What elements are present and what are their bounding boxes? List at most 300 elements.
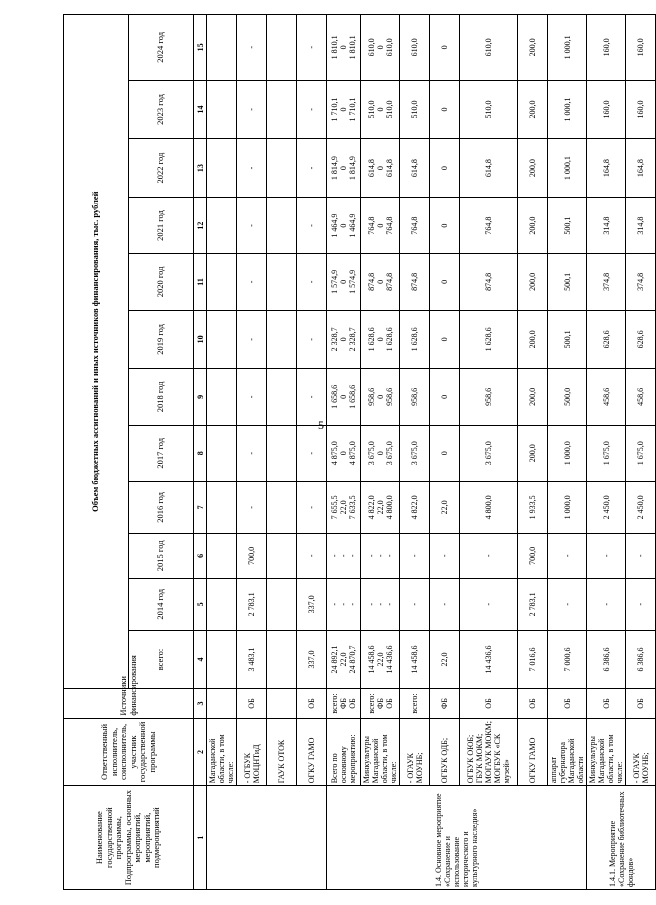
value-cell	[267, 630, 297, 689]
value-line: -	[366, 554, 376, 558]
value-line: 0	[339, 166, 348, 171]
value-cell: -	[237, 310, 267, 369]
value-cell: 500,1	[548, 197, 587, 253]
table-row	[361, 15, 400, 890]
value-line: 4 822,0	[366, 495, 376, 520]
value-cell	[361, 254, 400, 310]
source-cell: всего:	[400, 689, 430, 718]
value-cell: 1 000,1	[548, 80, 587, 139]
table-row	[518, 15, 548, 890]
responsible-cell: ОГБУК ОЮБ; ГБУК МОКМ; МОГАУК МОКМ; МОГБУК «СК музей»	[460, 718, 518, 786]
header-year: 2024 год	[129, 15, 194, 81]
value-line: 1 710,1	[330, 97, 339, 122]
column-number: 1	[194, 786, 207, 890]
value-cell: 874,8	[400, 254, 430, 310]
table-row	[207, 15, 237, 890]
value-cell: -	[297, 80, 327, 139]
column-number: 13	[194, 139, 207, 198]
table-row	[297, 15, 327, 890]
value-cell: 200,0	[518, 425, 548, 481]
responsible-cell: ГАУК ОТОК	[267, 718, 297, 786]
source-line: всего:	[330, 693, 339, 714]
column-number: 5	[194, 578, 207, 630]
responsible-cell: ОГБУК ОДБ;	[430, 718, 460, 786]
value-cell: 6 386,6	[626, 630, 656, 689]
value-cell: -	[587, 533, 626, 578]
value-cell	[361, 197, 400, 253]
value-cell	[327, 630, 361, 689]
value-cell: -	[400, 578, 430, 630]
value-line: 0	[339, 223, 348, 228]
value-line: 14 458,6	[366, 645, 376, 674]
source-cell: ОБ	[297, 689, 327, 718]
value-cell: 22,0	[430, 630, 460, 689]
value-cell: 0	[430, 425, 460, 481]
value-line: -	[366, 602, 376, 606]
value-line: 764,8	[384, 216, 394, 235]
value-cell	[361, 369, 400, 425]
value-cell: 160,0	[587, 15, 626, 81]
table-row	[548, 15, 587, 890]
value-cell: 1 628,6	[400, 310, 430, 369]
header-year: 2016 год	[129, 481, 194, 533]
value-cell	[327, 254, 361, 310]
value-cell	[327, 533, 361, 578]
value-cell: -	[297, 15, 327, 81]
value-cell: 7 000,6	[548, 630, 587, 689]
value-line: 610,0	[366, 38, 376, 57]
value-line: 3 675,0	[366, 441, 376, 466]
source-cell: ФБ	[430, 689, 460, 718]
value-cell: 764,8	[400, 197, 430, 253]
value-line: 0	[339, 337, 348, 342]
value-line: -	[348, 602, 357, 606]
responsible-cell: Минкультуры Магаданской области, в том числе:	[587, 718, 626, 786]
value-cell: 1 933,5	[518, 481, 548, 533]
value-cell	[327, 578, 361, 630]
value-cell: -	[297, 425, 327, 481]
value-cell	[207, 80, 237, 139]
value-line: 958,6	[384, 387, 394, 406]
value-line: 24 892,1	[330, 645, 339, 674]
header-name: Наименование государственной программы, Подпрограммы, основных мероприятий, мероприятий, подмероприятий	[64, 786, 194, 890]
value-cell	[267, 425, 297, 481]
name-cell-event: 1.4.1. Мероприятие «Сохранение библиотечных фондов»	[587, 786, 656, 890]
value-line: 0	[375, 279, 385, 284]
value-line: -	[348, 554, 357, 558]
value-cell: 314,8	[587, 197, 626, 253]
value-cell: -	[400, 533, 430, 578]
value-cell: 500,1	[548, 254, 587, 310]
responsible-cell: - ОГАУК МОУНБ;	[400, 718, 430, 786]
page-number: 5	[318, 418, 324, 432]
value-cell	[267, 369, 297, 425]
value-line: 1 814,9	[348, 156, 357, 181]
value-line: 1 814,9	[330, 156, 339, 181]
column-number: 9	[194, 369, 207, 425]
value-line: 874,8	[384, 272, 394, 291]
column-number: 12	[194, 197, 207, 253]
value-cell: 314,8	[626, 197, 656, 253]
value-cell: -	[430, 533, 460, 578]
value-cell: 1 675,0	[587, 425, 626, 481]
value-cell	[267, 533, 297, 578]
value-cell: 0	[430, 80, 460, 139]
header-year: 2021 год	[129, 197, 194, 253]
value-cell: 0	[430, 254, 460, 310]
value-cell: -	[297, 481, 327, 533]
header-year: 2019 год	[129, 310, 194, 369]
value-cell: 200,0	[518, 139, 548, 198]
value-cell	[267, 15, 297, 81]
value-cell: -	[237, 481, 267, 533]
value-cell: 458,6	[626, 369, 656, 425]
value-line: 0	[375, 166, 385, 171]
value-cell	[327, 139, 361, 198]
value-line: 0	[375, 107, 385, 112]
value-cell: 510,0	[400, 80, 430, 139]
responsible-cell: Минкультуры Магаданской области, в том числе:	[361, 718, 400, 786]
value-cell: 160,0	[587, 80, 626, 139]
value-cell: -	[237, 15, 267, 81]
value-cell: 958,6	[400, 369, 430, 425]
column-number: 8	[194, 425, 207, 481]
value-cell: 4 800,0	[460, 481, 518, 533]
value-cell: 2 783,1	[518, 578, 548, 630]
value-cell	[207, 310, 237, 369]
column-number: 6	[194, 533, 207, 578]
value-cell: -	[297, 139, 327, 198]
value-cell: 700,0	[518, 533, 548, 578]
value-cell	[207, 630, 237, 689]
value-cell	[361, 310, 400, 369]
value-line: 2 328,7	[348, 327, 357, 352]
value-cell	[267, 254, 297, 310]
header-total: всего:	[129, 630, 194, 689]
value-cell: 337,0	[297, 578, 327, 630]
value-cell: 2 783,1	[237, 578, 267, 630]
value-cell: 4 822,0	[400, 481, 430, 533]
value-cell: -	[626, 533, 656, 578]
table-row	[430, 15, 460, 890]
responsible-cell: Магаданской области, в том числе:	[207, 718, 237, 786]
source-cell: ОБ	[626, 689, 656, 718]
value-line: -	[375, 602, 385, 606]
value-cell: -	[237, 197, 267, 253]
value-cell: 3 675,0	[400, 425, 430, 481]
value-line: 614,8	[366, 159, 376, 178]
value-line: 0	[375, 223, 385, 228]
value-cell: 3 483,1	[237, 630, 267, 689]
value-cell	[361, 481, 400, 533]
table-row	[327, 15, 361, 890]
rotated-table-container	[63, 14, 650, 890]
responsible-cell: ОГКУ ГАМО	[518, 718, 548, 786]
responsible-cell: - ОГАУК МОУНБ;	[626, 718, 656, 786]
value-line: -	[330, 554, 339, 558]
column-number: 15	[194, 15, 207, 81]
value-cell	[207, 578, 237, 630]
value-cell	[267, 578, 297, 630]
header-year: 2018 год	[129, 369, 194, 425]
column-number: 7	[194, 481, 207, 533]
responsible-cell: Всего по основному мероприятию:	[327, 718, 361, 786]
value-cell: -	[237, 369, 267, 425]
source-cell: ОБ	[548, 689, 587, 718]
value-cell: 164,8	[587, 139, 626, 198]
responsible-cell: ОГКУ ГАМО	[297, 718, 327, 786]
value-cell: 1 628,6	[460, 310, 518, 369]
value-cell: 958,6	[460, 369, 518, 425]
responsible-cell: - ОГБУК МОЦНТиД	[237, 718, 267, 786]
value-cell: 0	[430, 369, 460, 425]
column-number: 3	[194, 689, 207, 718]
value-cell	[267, 80, 297, 139]
value-line: 764,8	[366, 216, 376, 235]
value-cell: 0	[430, 197, 460, 253]
value-line: 1 464,9	[330, 213, 339, 238]
value-cell	[207, 254, 237, 310]
responsible-cell: аппарат губернатора Магаданской области	[548, 718, 587, 786]
value-cell	[361, 139, 400, 198]
source-cell	[327, 689, 361, 718]
value-line: 614,8	[384, 159, 394, 178]
value-cell	[207, 369, 237, 425]
source-line: всего:	[366, 693, 376, 714]
value-cell: 0	[430, 310, 460, 369]
value-cell: 500,1	[548, 310, 587, 369]
value-cell: 1 675,0	[626, 425, 656, 481]
value-cell	[327, 197, 361, 253]
value-line: -	[330, 602, 339, 606]
value-line: 1 658,6	[330, 384, 339, 409]
value-cell: 160,0	[626, 15, 656, 81]
value-cell	[267, 197, 297, 253]
value-line: 22,0	[339, 652, 348, 667]
header-sources: Источники финансирования	[64, 689, 194, 718]
value-cell	[327, 310, 361, 369]
value-cell: 2 450,0	[626, 481, 656, 533]
value-line: 22,0	[375, 652, 385, 667]
value-line: 0	[339, 451, 348, 456]
header-year: 2017 год	[129, 425, 194, 481]
value-cell	[207, 139, 237, 198]
value-cell	[207, 425, 237, 481]
source-line: ОБ	[384, 698, 394, 709]
value-cell: 14 458,6	[400, 630, 430, 689]
value-line: 0	[375, 394, 385, 399]
value-cell	[361, 578, 400, 630]
value-cell: 614,8	[460, 139, 518, 198]
value-line: 1 628,6	[366, 327, 376, 352]
column-number: 10	[194, 310, 207, 369]
value-line: -	[339, 602, 348, 606]
value-line: 1 628,6	[384, 327, 394, 352]
value-cell: 200,0	[518, 310, 548, 369]
value-cell: 628,6	[587, 310, 626, 369]
value-line: 0	[339, 45, 348, 50]
source-line: ОБ	[348, 698, 357, 709]
value-cell: 200,0	[518, 80, 548, 139]
value-line: 1 710,1	[348, 97, 357, 122]
value-cell	[327, 369, 361, 425]
value-cell: 0	[430, 15, 460, 81]
value-line: 1 574,9	[348, 269, 357, 294]
value-cell: 14 436,6	[460, 630, 518, 689]
header-responsible: Ответственный исполнитель, соисполнитель, участник государственной программы	[64, 718, 194, 786]
table-row	[460, 15, 518, 890]
value-line: -	[375, 554, 385, 558]
value-cell: 1 000,0	[548, 481, 587, 533]
value-line: -	[384, 602, 394, 606]
value-cell: -	[548, 533, 587, 578]
value-cell	[207, 197, 237, 253]
source-cell	[207, 689, 237, 718]
value-cell: 374,8	[587, 254, 626, 310]
value-cell: -	[548, 578, 587, 630]
source-cell	[361, 689, 400, 718]
value-cell: 1 000,1	[548, 139, 587, 198]
value-line: 1 658,6	[348, 384, 357, 409]
value-line: 3 675,0	[384, 441, 394, 466]
value-cell: 6 386,6	[587, 630, 626, 689]
value-cell: 3 675,0	[460, 425, 518, 481]
value-cell: -	[460, 533, 518, 578]
value-cell: -	[297, 533, 327, 578]
source-cell: ОБ	[518, 689, 548, 718]
table-row	[587, 15, 626, 890]
table-row	[400, 15, 430, 890]
table-body	[207, 15, 656, 890]
value-cell: 510,0	[460, 80, 518, 139]
value-cell: 160,0	[626, 80, 656, 139]
value-cell: 337,0	[297, 630, 327, 689]
value-cell: -	[297, 254, 327, 310]
value-cell: 458,6	[587, 369, 626, 425]
source-cell: ОБ	[587, 689, 626, 718]
value-cell	[327, 481, 361, 533]
value-cell	[327, 80, 361, 139]
source-line: ФБ	[375, 698, 385, 709]
value-cell: 2 450,0	[587, 481, 626, 533]
source-cell: ОБ	[460, 689, 518, 718]
value-line: 2 328,7	[330, 327, 339, 352]
value-cell: -	[430, 578, 460, 630]
value-cell: -	[460, 578, 518, 630]
value-line: 22,0	[339, 500, 348, 515]
value-cell: -	[297, 197, 327, 253]
value-line: 7 655,5	[330, 495, 339, 520]
value-line: 4 875,0	[348, 441, 357, 466]
value-cell: 200,0	[518, 369, 548, 425]
value-line: 4 800,0	[384, 495, 394, 520]
value-cell: 628,6	[626, 310, 656, 369]
table-row	[267, 15, 297, 890]
value-cell: 610,0	[460, 15, 518, 81]
value-line: 7 633,5	[348, 495, 357, 520]
value-cell: 764,8	[460, 197, 518, 253]
column-number: 2	[194, 718, 207, 786]
value-cell	[207, 533, 237, 578]
value-cell: 610,0	[400, 15, 430, 81]
value-line: 958,6	[366, 387, 376, 406]
value-cell: 1 000,0	[548, 425, 587, 481]
value-cell: 7 016,6	[518, 630, 548, 689]
header-funding-group: Объем бюджетных ассигнований и иных источников финансирования, тыс. рублей	[64, 15, 129, 689]
value-cell	[207, 481, 237, 533]
value-line: 0	[375, 337, 385, 342]
column-number: 14	[194, 80, 207, 139]
value-cell	[361, 533, 400, 578]
value-line: 874,8	[366, 272, 376, 291]
value-cell: 700,0	[237, 533, 267, 578]
value-cell	[207, 15, 237, 81]
value-cell	[327, 15, 361, 81]
column-number-row	[194, 15, 207, 890]
value-cell: -	[626, 578, 656, 630]
value-cell	[361, 80, 400, 139]
value-cell: 164,8	[626, 139, 656, 198]
value-line: 610,0	[384, 38, 394, 57]
value-line: 0	[339, 394, 348, 399]
value-cell	[267, 481, 297, 533]
value-cell: 1 000,1	[548, 15, 587, 81]
value-cell: 374,8	[626, 254, 656, 310]
header-year: 2023 год	[129, 80, 194, 139]
source-line: ФБ	[339, 698, 348, 709]
value-cell: 200,0	[518, 15, 548, 81]
value-line: 0	[375, 451, 385, 456]
value-line: 1 810,1	[330, 35, 339, 60]
value-line: 1 574,9	[330, 269, 339, 294]
value-line: 0	[375, 45, 385, 50]
value-cell	[267, 139, 297, 198]
value-line: 0	[339, 279, 348, 284]
value-line: 4 875,0	[330, 441, 339, 466]
value-line: 22,0	[375, 500, 385, 515]
value-line: 14 436,6	[384, 645, 394, 674]
value-cell: 874,8	[460, 254, 518, 310]
value-cell: -	[237, 139, 267, 198]
value-line: 510,0	[384, 100, 394, 119]
source-cell: ОБ	[237, 689, 267, 718]
header-year: 2015 год	[129, 533, 194, 578]
value-cell: 614,8	[400, 139, 430, 198]
value-cell	[361, 630, 400, 689]
value-cell: 200,0	[518, 254, 548, 310]
value-cell	[361, 15, 400, 81]
value-cell	[267, 310, 297, 369]
value-line: -	[339, 554, 348, 558]
value-cell: -	[237, 254, 267, 310]
header-year: 2022 год	[129, 139, 194, 198]
column-number: 4	[194, 630, 207, 689]
table-row	[237, 15, 267, 890]
value-cell: -	[237, 80, 267, 139]
value-line: 24 870,7	[348, 645, 357, 674]
value-line: 0	[339, 107, 348, 112]
value-cell: 0	[430, 139, 460, 198]
header-year: 2020 год	[129, 254, 194, 310]
value-cell: -	[297, 369, 327, 425]
source-cell	[267, 689, 297, 718]
name-cell-empty	[207, 786, 327, 890]
header-year: 2014 год	[129, 578, 194, 630]
value-cell	[361, 425, 400, 481]
value-cell: 200,0	[518, 197, 548, 253]
value-line: 510,0	[366, 100, 376, 119]
funding-table	[63, 14, 656, 890]
